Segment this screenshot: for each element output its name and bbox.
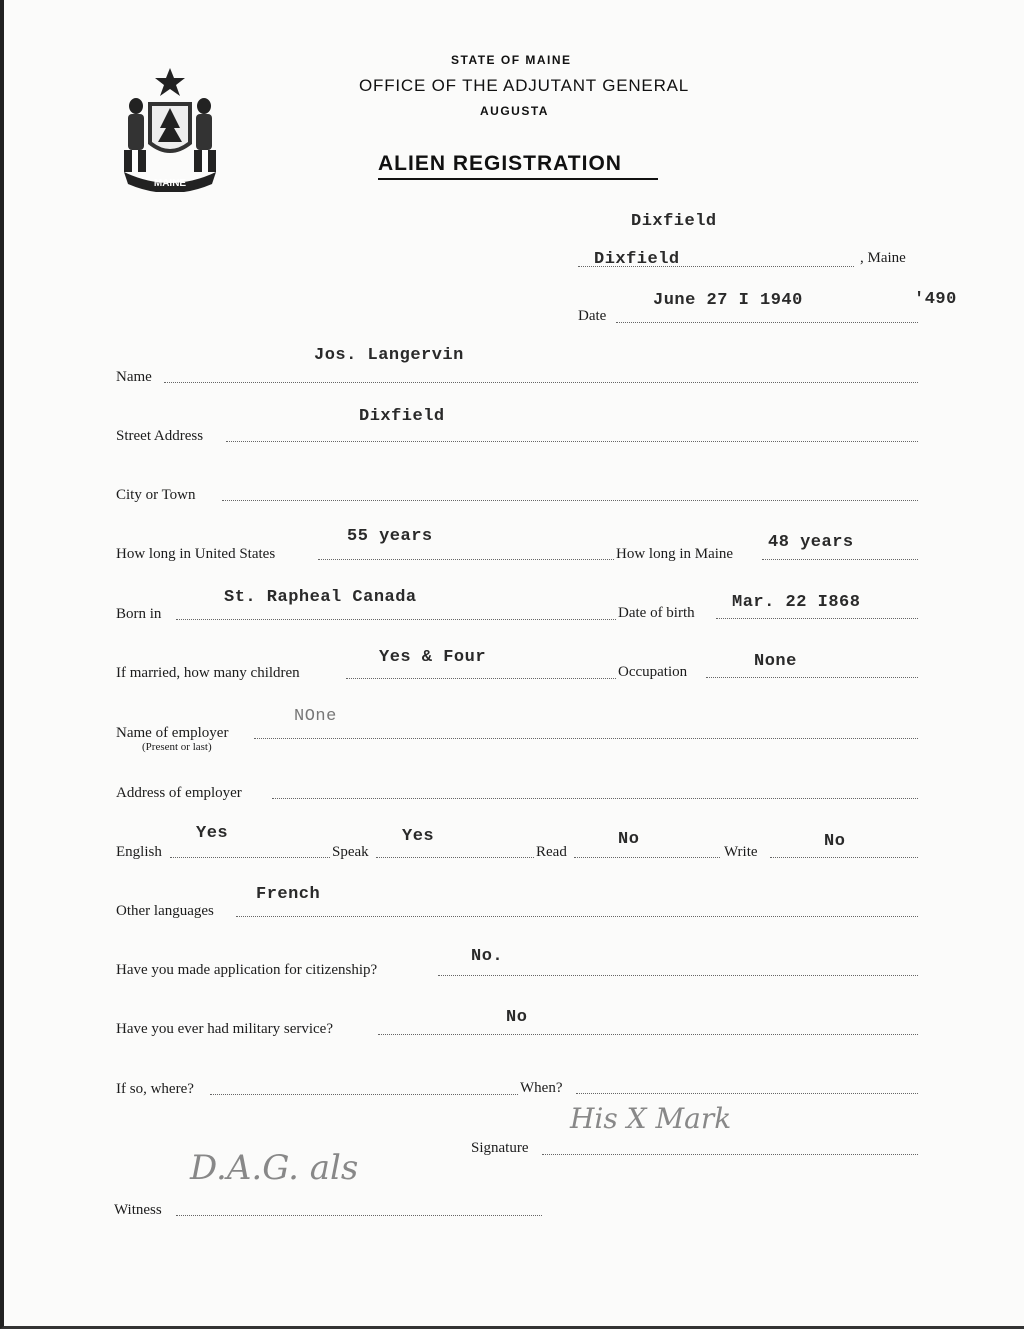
when-line (576, 1093, 918, 1094)
born-in-line (176, 619, 616, 620)
english-value: Yes (196, 824, 229, 843)
name-label: Name (116, 369, 152, 385)
speak-value: Yes (402, 827, 435, 846)
citizenship-line (438, 975, 918, 976)
svg-text:MAINE: MAINE (153, 178, 187, 189)
how-long-maine-value: 48 years (768, 533, 854, 552)
military-label: Have you ever had military service? (116, 1021, 333, 1037)
dob-label: Date of birth (618, 605, 695, 621)
where-label: If so, where? (116, 1081, 194, 1097)
read-value: No (618, 830, 640, 849)
dob-value: Mar. 22 I868 (732, 593, 861, 612)
citizenship-label: Have you made application for citizenship? (116, 962, 378, 978)
occupation-line (706, 677, 918, 678)
other-languages-line (236, 916, 918, 917)
date-label: Date (578, 308, 607, 324)
write-value: No (824, 832, 846, 851)
date-value: June 27 I 1940 (653, 291, 803, 310)
married-value: Yes & Four (379, 648, 487, 667)
how-long-us-label: How long in United States (116, 546, 276, 562)
citizenship-value: No. (471, 947, 504, 966)
married-label: If married, how many children (116, 665, 300, 681)
signature-label: Signature (471, 1140, 529, 1156)
signature-value: His X Mark (570, 1102, 732, 1135)
english-line (170, 857, 330, 858)
other-languages-label: Other languages (116, 903, 214, 919)
how-long-us-value: 55 years (347, 527, 433, 546)
read-label: Read (536, 844, 567, 860)
city-heading: AUGUSTA (480, 104, 549, 118)
other-languages-value: French (256, 885, 321, 904)
street-label: Street Address (116, 428, 204, 444)
read-line (574, 857, 720, 858)
town-value: Dixfield (594, 250, 680, 269)
city-line (222, 500, 918, 501)
married-line (346, 678, 616, 679)
speak-label: Speak (332, 844, 369, 860)
employer-value: NOne (294, 707, 337, 726)
employer-line (254, 738, 918, 739)
employer-address-line (272, 798, 918, 799)
how-long-maine-label: How long in Maine (616, 546, 734, 562)
title-underline (378, 178, 658, 180)
page-title: ALIEN REGISTRATION (378, 152, 622, 175)
dob-line (716, 618, 918, 619)
employer-sublabel: (Present or last) (142, 741, 212, 753)
write-label: Write (724, 844, 758, 860)
name-line (164, 382, 918, 383)
when-label: When? (520, 1080, 563, 1096)
maine-state-seal-icon (114, 66, 226, 197)
employer-label: Name of employer (116, 725, 229, 741)
speak-line (376, 857, 534, 858)
top-town-value: Dixfield (631, 212, 717, 231)
born-in-value: St. Rapheal Canada (224, 588, 417, 607)
state-heading: STATE OF MAINE (451, 53, 572, 67)
english-label: English (116, 844, 162, 860)
occupation-value: None (754, 652, 797, 671)
employer-address-label: Address of employer (116, 785, 242, 801)
witness-line (176, 1215, 542, 1216)
date-stamp: '490 (914, 290, 957, 309)
how-long-maine-line (762, 559, 918, 560)
where-line (210, 1094, 518, 1095)
office-heading: OFFICE OF THE ADJUTANT GENERAL (359, 76, 690, 95)
write-line (770, 857, 918, 858)
military-line (378, 1034, 918, 1035)
city-label: City or Town (116, 487, 196, 503)
street-value: Dixfield (359, 407, 445, 426)
military-value: No (506, 1008, 528, 1027)
signature-line (542, 1154, 918, 1155)
state-suffix: , Maine (860, 250, 906, 266)
date-line (616, 322, 918, 323)
witness-label: Witness (114, 1202, 162, 1218)
name-value: Jos. Langervin (314, 346, 464, 365)
how-long-us-line (318, 559, 614, 560)
born-in-label: Born in (116, 606, 162, 622)
street-line (226, 441, 918, 442)
witness-value: D.A.G. als (190, 1148, 359, 1188)
occupation-label: Occupation (618, 664, 688, 680)
